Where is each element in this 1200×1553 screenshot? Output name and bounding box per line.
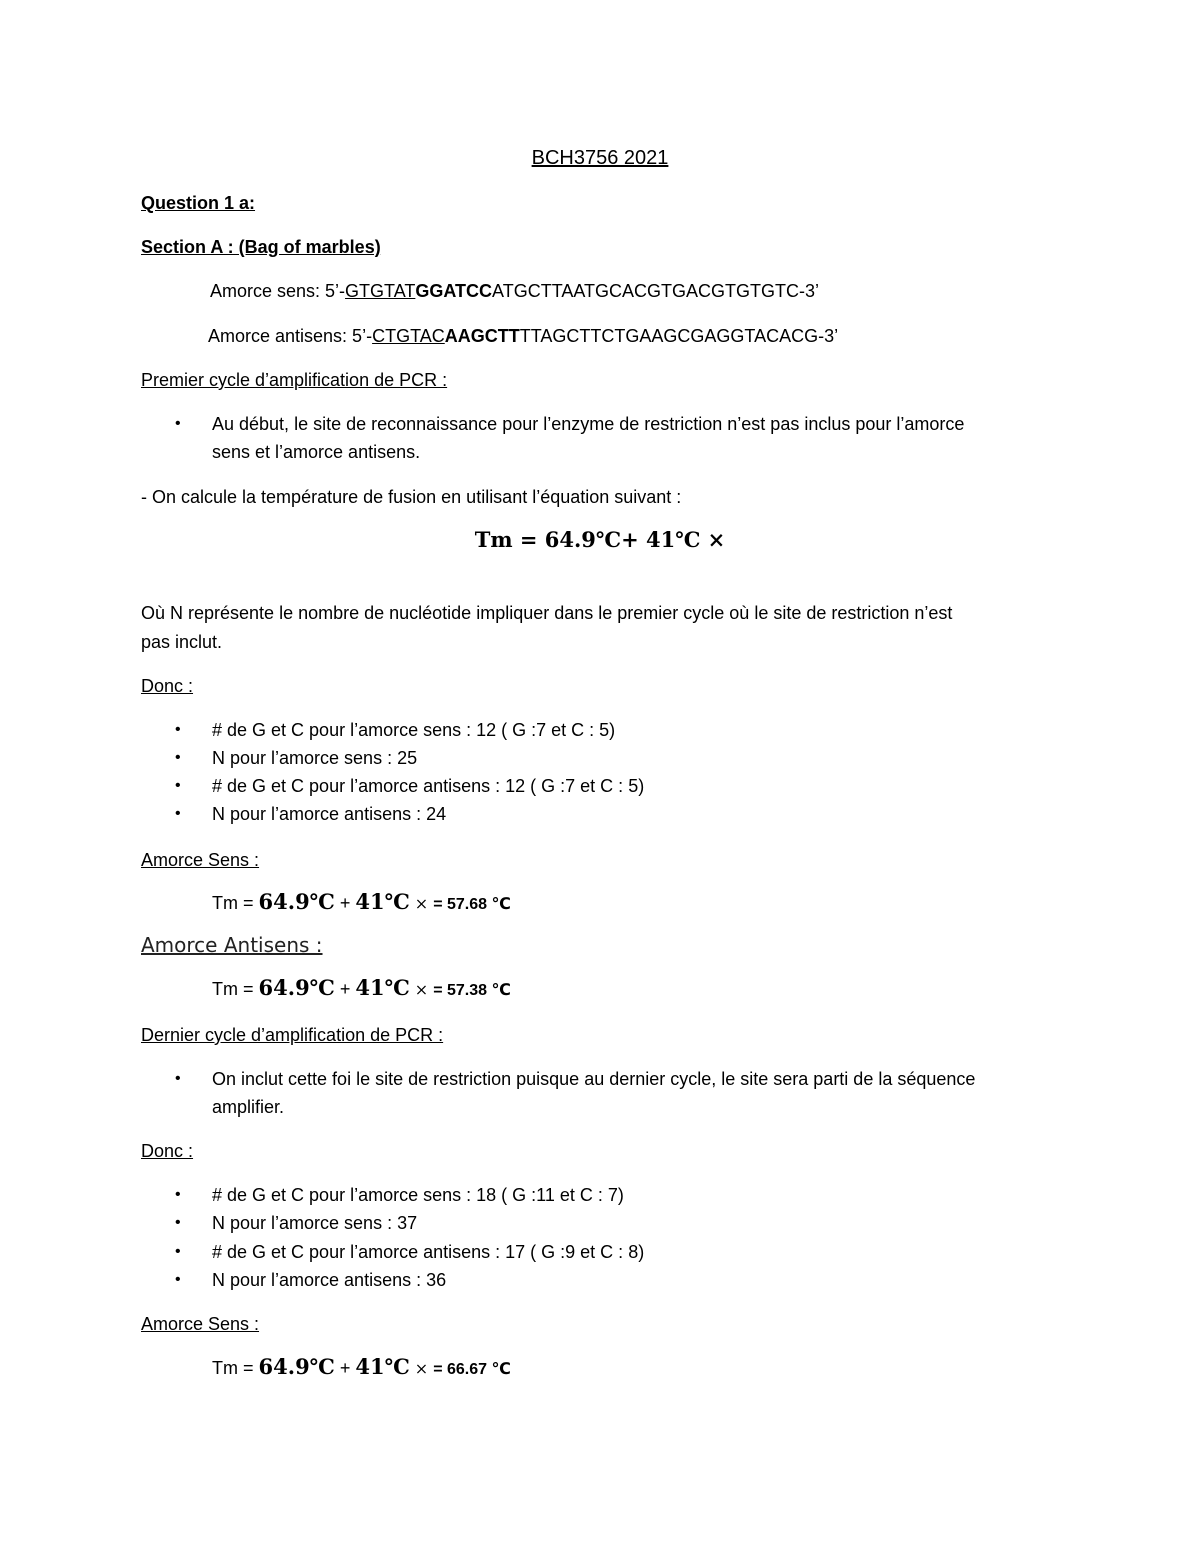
document-title: BCH3756 2021 <box>531 147 669 169</box>
bullet-icon: • <box>175 749 181 766</box>
last-cycle-bullet-line1: On inclut cette foi le site de restriction puisque au dernier cycle, le site sera parti de la séquence <box>212 1069 976 1089</box>
list-item: # de G et C pour l’amorce sens : 12 ( G :7 et C : 5) <box>212 720 616 740</box>
section-heading: Section A : (Bag of marbles) <box>141 237 381 257</box>
explain-line1: Où N représente le nombre de nucléotide impliquer dans le premier cycle où le site de restriction n’est <box>141 603 953 623</box>
primer-antisense-site: AAGCTT <box>444 326 520 346</box>
tm-times: × <box>414 980 429 999</box>
tm-result-value: = 57.68 ℃ <box>433 896 511 913</box>
donc-heading-2: Donc : <box>141 1141 194 1161</box>
first-cycle-bullet-line2: sens et l’amorce antisens. <box>212 442 421 462</box>
tm-b: 41℃ <box>355 975 410 1000</box>
tm-result-antisens-1 <box>212 976 511 1003</box>
tm-plus: + <box>339 893 351 913</box>
tm-plus: + <box>339 979 351 999</box>
primer-antisense-label: Amorce antisens: 5’- <box>208 326 373 346</box>
tm-formula: Tm = 64.9℃+ 41℃ × <box>474 527 726 552</box>
tm-times: × <box>414 894 429 913</box>
tm-result-value: = 66.67 ℃ <box>433 1361 511 1378</box>
bullet-icon: • <box>175 1243 181 1260</box>
first-cycle-heading: Premier cycle d’amplification de PCR : <box>141 370 448 390</box>
last-cycle-heading: Dernier cycle d’amplification de PCR : <box>141 1025 444 1045</box>
primer-sense-underlined: GTGTAT <box>345 281 416 301</box>
primer-antisense-line <box>208 324 838 348</box>
tm-result-sens-1 <box>212 890 511 917</box>
first-cycle-bullet-line1: Au début, le site de reconnaissance pour l’enzyme de restriction n’est pas inclus pour l’amorce <box>212 414 965 434</box>
primer-sense-label: Amorce sens: 5’- <box>210 281 346 301</box>
bullet-icon: • <box>175 1271 181 1288</box>
amorce-antisens-heading: Amorce Antisens : <box>141 933 323 957</box>
list-item: # de G et C pour l’amorce sens : 18 ( G :11 et C : 7) <box>212 1185 624 1205</box>
tm-prefix: Tm = <box>212 1358 254 1378</box>
list-item: # de G et C pour l’amorce antisens : 17 ( G :9 et C : 8) <box>212 1242 645 1262</box>
donc-heading-1: Donc : <box>141 676 194 696</box>
tm-prefix: Tm = <box>212 893 254 913</box>
tm-result-value: = 57.38 ℃ <box>433 982 511 999</box>
calc-text: - On calcule la température de fusion en utilisant l’équation suivant : <box>141 487 682 507</box>
bullet-icon: • <box>175 777 181 794</box>
list-item: N pour l’amorce antisens : 24 <box>212 804 447 824</box>
primer-antisense-rest: TTAGCTTCTGAAGCGAGGTACACG-3’ <box>519 326 839 346</box>
list-item: N pour l’amorce sens : 37 <box>212 1213 418 1233</box>
bullet-icon: • <box>175 805 181 822</box>
list-item: N pour l’amorce antisens : 36 <box>212 1270 447 1290</box>
primer-sense-site: GGATCC <box>415 281 493 301</box>
primer-antisense-underlined: CTGTAC <box>372 326 445 346</box>
bullet-icon: • <box>175 721 181 738</box>
list-item: N pour l’amorce sens : 25 <box>212 748 418 768</box>
list-item: # de G et C pour l’amorce antisens : 12 ( G :7 et C : 5) <box>212 776 645 796</box>
tm-times: × <box>414 1359 429 1378</box>
last-cycle-bullet-line2: amplifier. <box>212 1097 285 1117</box>
tm-a: 64.9℃ <box>258 975 335 1000</box>
tm-plus: + <box>339 1358 351 1378</box>
amorce-sens-heading-2: Amorce Sens : <box>141 1314 260 1334</box>
primer-sense-line <box>210 279 819 303</box>
tm-a: 64.9℃ <box>258 889 335 914</box>
tm-a: 64.9℃ <box>258 1354 335 1379</box>
bullet-icon: • <box>175 1186 181 1203</box>
primer-sense-rest: ATGCTTAATGCACGTGACGTGTGTC-3’ <box>492 281 820 301</box>
amorce-sens-heading-1: Amorce Sens : <box>141 850 260 870</box>
bullet-icon: • <box>175 1070 181 1087</box>
bullet-icon: • <box>175 415 181 432</box>
tm-b: 41℃ <box>355 1354 410 1379</box>
bullet-icon: • <box>175 1214 181 1231</box>
tm-result-sens-2 <box>212 1355 511 1382</box>
tm-prefix: Tm = <box>212 979 254 999</box>
question-heading: Question 1 a: <box>141 193 256 213</box>
tm-b: 41℃ <box>355 889 410 914</box>
explain-line2: pas inclut. <box>141 632 223 652</box>
